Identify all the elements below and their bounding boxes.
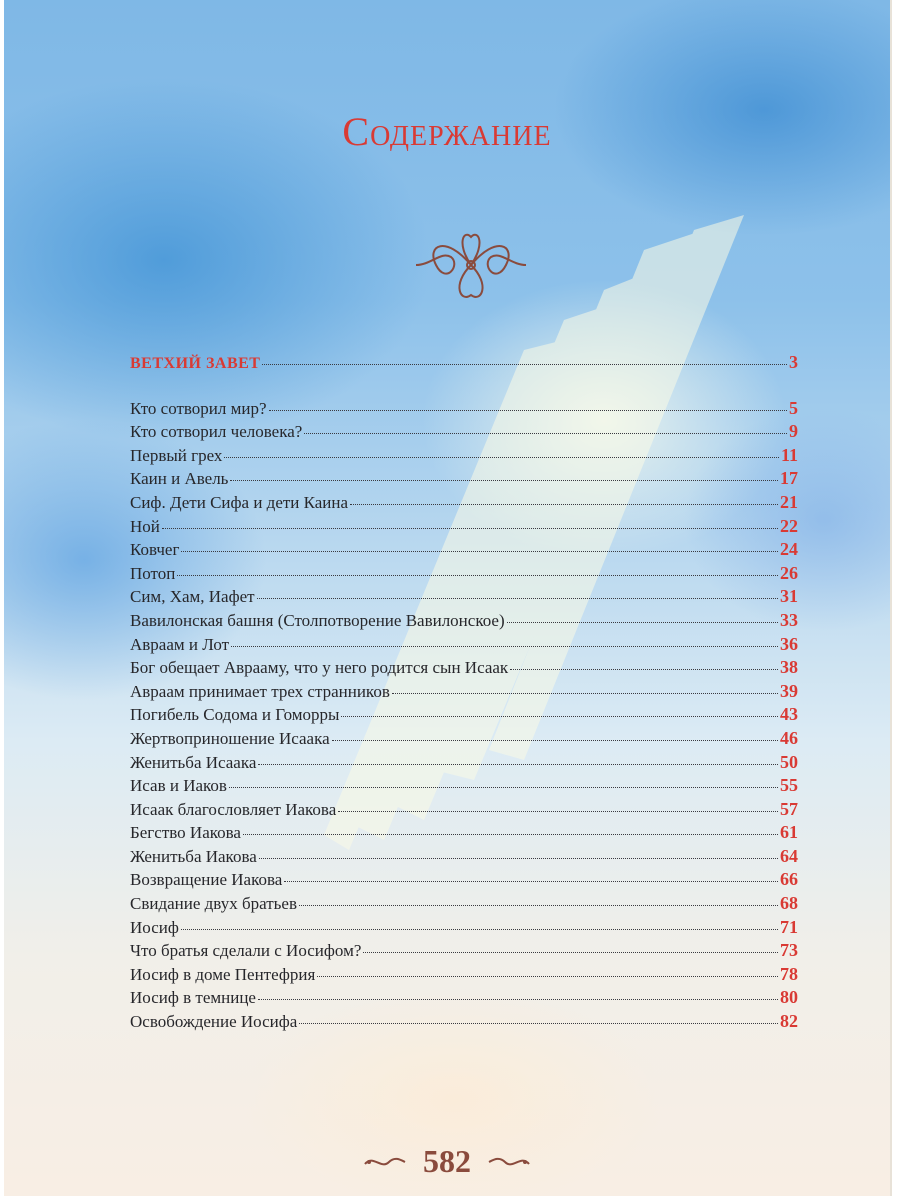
toc-entry-title: Свидание двух братьев (130, 894, 298, 914)
flourish-ornament-icon (406, 225, 536, 305)
toc-entry-title: Авраам и Лот (130, 634, 230, 654)
page-title: Содержание (342, 109, 552, 154)
toc-entry-page: 68 (780, 893, 798, 914)
dot-leader (181, 928, 778, 930)
toc-entry[interactable] (130, 492, 798, 516)
dot-leader (304, 432, 787, 434)
toc-entry[interactable] (130, 563, 798, 587)
toc-entry[interactable] (130, 539, 798, 563)
page-number: 582 (423, 1143, 471, 1179)
dot-leader (284, 880, 778, 882)
toc-entry[interactable] (130, 681, 798, 705)
toc-section-page: 3 (789, 352, 798, 372)
toc-entry-title: Погибель Содома и Гоморры (130, 705, 340, 725)
toc-entry-title: Первый грех (130, 445, 223, 465)
toc-entry-title: Бегство Иакова (130, 823, 241, 843)
toc-entry-title: Иосиф в темнице (130, 988, 256, 1008)
toc-entry[interactable] (130, 940, 798, 964)
dot-leader (392, 692, 778, 694)
toc-section-title: ВЕТХИЙ ЗАВЕТ (130, 355, 261, 372)
toc-entry-page: 5 (789, 397, 798, 418)
toc-entry-title: Ной (130, 516, 160, 536)
dot-leader (338, 810, 778, 812)
toc-entry-page: 78 (780, 963, 798, 984)
toc-entry[interactable] (130, 893, 798, 917)
toc-entry[interactable] (130, 822, 798, 846)
toc-entry-title: Потоп (130, 563, 176, 583)
toc-entry-title: Жертвоприношение Исаака (130, 728, 330, 748)
toc-entry-title: Исаак благословляет Иакова (130, 799, 337, 819)
toc-entry-page: 17 (780, 468, 798, 489)
toc-entry-title: Ковчег (130, 540, 180, 560)
toc-entry-title: Освобождение Иосифа (130, 1012, 298, 1032)
toc-entry[interactable] (130, 421, 798, 445)
right-swirl-icon (487, 1152, 531, 1172)
toc-entry-title: Исав и Иаков (130, 776, 227, 796)
toc-entry-page: 73 (780, 940, 798, 961)
dot-leader (341, 715, 778, 717)
toc-entry-page: 57 (780, 798, 798, 819)
toc-entry-page: 26 (780, 562, 798, 583)
dot-leader (162, 527, 778, 529)
dot-leader (258, 763, 778, 765)
toc-entry-title: Что братья сделали с Иосифом? (130, 941, 362, 961)
toc-entry[interactable] (130, 610, 798, 634)
toc-entry-page: 22 (780, 515, 798, 536)
toc-entry[interactable] (130, 987, 798, 1011)
dot-leader (230, 479, 778, 481)
toc-entry-title: Вавилонская башня (Столпотворение Вавилонское) (130, 610, 505, 630)
toc-entry[interactable] (130, 704, 798, 728)
table-of-contents (130, 352, 798, 1035)
dot-leader (510, 668, 778, 670)
dot-leader (262, 363, 787, 365)
dot-leader (229, 786, 778, 788)
toc-entry-page: 50 (780, 751, 798, 772)
dot-leader (507, 621, 778, 623)
toc-entry[interactable] (130, 775, 798, 799)
toc-entry[interactable] (130, 846, 798, 870)
toc-entry[interactable] (130, 964, 798, 988)
toc-entry-page: 55 (780, 775, 798, 796)
toc-entry-title: Кто сотворил мир? (130, 398, 267, 418)
dot-leader (224, 456, 779, 458)
toc-entry-title: Сим, Хам, Иафет (130, 587, 255, 607)
toc-entry-page: 21 (780, 491, 798, 512)
dot-leader (363, 951, 778, 953)
toc-entry[interactable] (130, 445, 798, 469)
toc-entry-title: Каин и Авель (130, 469, 229, 489)
dot-leader (299, 1022, 778, 1024)
toc-entry[interactable] (130, 1011, 798, 1035)
dot-leader (181, 550, 778, 552)
toc-entry[interactable] (130, 917, 798, 941)
toc-entry[interactable] (130, 634, 798, 658)
dot-leader (317, 975, 778, 977)
dot-leader (350, 503, 778, 505)
toc-entry-title: Женитьба Иакова (130, 846, 257, 866)
dot-leader (177, 574, 778, 576)
toc-entry[interactable] (130, 468, 798, 492)
toc-entry[interactable] (130, 398, 798, 422)
toc-entry-page: 33 (780, 609, 798, 630)
toc-entry-page: 80 (780, 987, 798, 1008)
toc-entry-page: 71 (780, 916, 798, 937)
toc-entry[interactable] (130, 728, 798, 752)
toc-entry-page: 24 (780, 539, 798, 560)
toc-entry[interactable] (130, 657, 798, 681)
toc-entry-page: 61 (780, 822, 798, 843)
left-swirl-icon (363, 1152, 407, 1172)
toc-entry-title: Иосиф (130, 917, 179, 937)
toc-entry-page: 64 (780, 845, 798, 866)
toc-entry-title: Женитьба Исаака (130, 752, 257, 772)
dot-leader (332, 739, 778, 741)
toc-entry-title: Сиф. Дети Сифа и дети Каина (130, 492, 349, 512)
toc-entry[interactable] (130, 586, 798, 610)
toc-entry-page: 43 (780, 704, 798, 725)
toc-entry-page: 46 (780, 727, 798, 748)
page-footer (4, 1143, 890, 1180)
toc-entry-page: 31 (780, 586, 798, 607)
toc-entry-title: Кто сотворил человека? (130, 422, 303, 442)
toc-section-row[interactable] (130, 352, 798, 376)
toc-entry-title: Возвращение Иакова (130, 870, 283, 890)
toc-entry-page: 36 (780, 633, 798, 654)
toc-entry-page: 82 (780, 1011, 798, 1032)
dot-leader (259, 857, 778, 859)
dot-leader (299, 904, 778, 906)
toc-entry-title: Бог обещает Аврааму, что у него родится сын Исаак (130, 658, 509, 678)
toc-entry-title: Авраам принимает трех странников (130, 681, 390, 701)
toc-entry-title: Иосиф в доме Пентефрия (130, 964, 316, 984)
dot-leader (258, 998, 778, 1000)
toc-entry[interactable] (130, 869, 798, 893)
toc-entry[interactable] (130, 799, 798, 823)
toc-entry-page: 66 (780, 869, 798, 890)
dot-leader (269, 409, 787, 411)
dot-leader (257, 597, 778, 599)
toc-entry[interactable] (130, 516, 798, 540)
book-page (4, 0, 892, 1196)
toc-entry-page: 38 (780, 657, 798, 678)
toc-entry-page: 11 (780, 444, 798, 465)
toc-entry[interactable] (130, 752, 798, 776)
toc-entry-page: 39 (780, 680, 798, 701)
dot-leader (231, 645, 778, 647)
toc-entry-page: 9 (789, 421, 798, 442)
dot-leader (243, 833, 778, 835)
